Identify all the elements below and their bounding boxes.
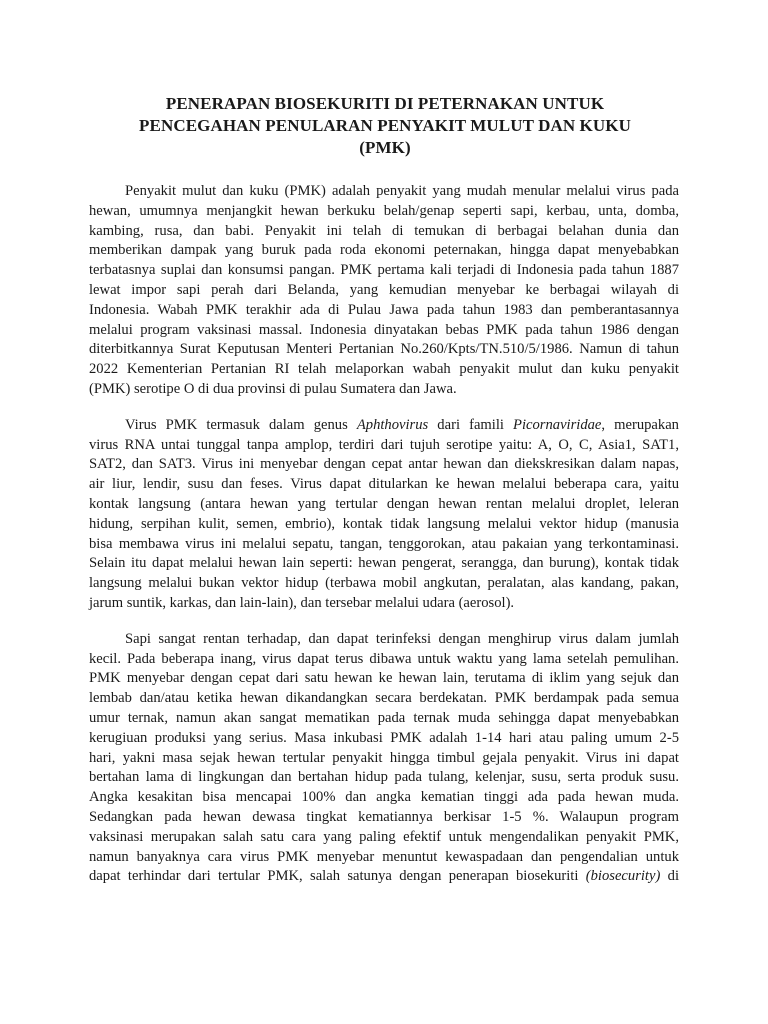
paragraph-line: kontak langsung (antara hewan yang tertular dengan hewan rentan melalui droplet, leleran [89,495,679,512]
paragraph-line: lembab dan/atau ketika hewan dikandangkan secara berdekatan. PMK berdampak pada semua [89,690,679,707]
genus-name: Aphthovirus [356,416,429,433]
paragraph-line: terbatasnya suplai dan konsumsi pangan. PMK pertama kali terjadi di Indonesia pada tahun 1887 [89,262,679,279]
paragraph-1 [89,182,679,400]
paragraph-line: langsung melalui bukan vektor hidup (terbawa mobil angkutan, peralatan, alas kandang, pakan, [89,575,679,592]
paragraph-line: Sapi sangat rentan terhadap, dan dapat terinfeksi dengan menghirup virus dalam jumlah [125,630,679,647]
paragraph-3 [89,630,679,887]
title-line-3: (PMK) [359,138,411,157]
paragraph-line: Angka kesakitan bisa mencapai 100% dan angka kematian tinggi ada pada hewan muda. [89,789,679,806]
paragraph-line: PMK menyebar dengan cepat dari satu hewan ke hewan lain, terutama di iklim yang sejuk dan [89,670,679,687]
paragraph-line: air liur, lendir, susu dan feses. Virus dapat ditularkan ke hewan melalui beberapa cara, yaitu [89,476,679,493]
text-run: di [660,868,680,885]
text-run: dapat terhindar dari tertular PMK, salah satunya dengan penerapan biosekuriti [89,868,586,885]
paragraph-line: bisa membawa virus ini melalui sepatu, tangan, tenggorokan, atau pakaian yang terkontaminasi. [89,535,679,552]
paragraph-line: melalui program vaksinasi massal. Indonesia dinyatakan bebas PMK pada tahun 1986 dengan [89,321,679,338]
paragraph-line: kambing, rusa, dan babi. Penyakit ini telah di temukan di berbagai belahan dunia dan [89,222,679,239]
paragraph-line: kecil. Pada beberapa inang, virus dapat terus dibawa untuk waktu yang lama setelah pemulihan. [89,650,679,667]
title-line-1: PENERAPAN BIOSEKURITI DI PETERNAKAN UNTUK [165,94,605,113]
paragraph-line: umur ternak, namun akan sangat mematikan pada ternak muda sehingga dapat menyebabkan [89,709,679,726]
paragraph-line: Sedangkan pada hewan dewasa tingkat kematiannya berkisar 1-5 %. Walaupun program [89,808,679,825]
paragraph-line: Penyakit mulut dan kuku (PMK) adalah penyakit yang mudah menular melalui virus pada [125,183,679,199]
document-title [90,93,680,159]
paragraph-line: hidung, serpihan kulit, semen, embrio), kontak tidak langsung melalui vektor hidup (manusia [89,515,679,532]
paragraph-line: Indonesia. Wabah PMK terakhir ada di Pulau Jawa pada tahun 1983 dan pemberantasannya [89,301,679,318]
family-name: Picornaviridae [513,416,602,433]
paragraph-line: hewan, umumnya menjangkit hewan berkuku belah/genap seperti sapi, kerbau, unta, domba, [89,202,679,219]
paragraph-line: Selain itu dapat melalui hewan lain seperti: hewan pengerat, serangga, dan burung), kontak tidak [89,555,679,572]
paragraph-line: 2022 Kementerian Pertanian RI telah melaporkan wabah penyakit mulut dan kuku penyakit [89,361,679,378]
paragraph-line: virus RNA untai tunggal tanpa amplop, terdiri dari tujuh serotipe yaitu: A, O, C, Asia1, SAT1, [89,436,679,453]
paragraph-line: memberikan dampak yang buruk pada roda ekonomi peternakan, hingga dapat menyebabkan [89,242,679,259]
paragraph-line: diterbitkannya Surat Keputusan Menteri Pertanian No.260/Kpts/TN.510/5/1986. Namun di tahun [89,341,679,358]
paragraph-line: lewat impor sapi perah dari Belanda, yang kemudian menyebar ke berbagai wilayah di [89,281,679,298]
paragraph-line: namun banyaknya cara virus PMK menyebar menuntut kewaspadaan dan pengendalian untuk [89,848,679,865]
paragraph-line: jarum suntik, karkas, dan lain-lain), dan tersebar melalui udara (aerosol). [89,594,515,611]
paragraph-line: vaksinasi merupakan salah satu cara yang paling efektif untuk mengendalikan penyakit PMK, [89,828,679,845]
paragraph-2 [89,416,679,614]
title-line-2: PENCEGAHAN PENULARAN PENYAKIT MULUT DAN KUKU [139,116,631,135]
document-body [89,182,679,903]
paragraph-line: (PMK) serotipe O di dua provinsi di pulau Sumatera dan Jawa. [89,380,457,397]
text-run: , merupakan [601,416,679,433]
paragraph-line: SAT2, dan SAT3. Virus ini menyebar dengan cepat antar hewan dan diekskresikan dalam napas, [89,456,679,473]
paragraph-line: bertahan lama di lingkungan dan bertahan hidup pada tulang, kelenjar, susu, serta produk susu. [89,769,679,786]
paragraph-line: hari, yakni masa sejak hewan tertular penyakit hingga timbul gejala penyakit. Virus ini dapat [89,749,679,766]
paragraph-line: kerugiuan produksi yang serius. Masa inkubasi PMK adalah 1-14 hari atau paling umum 2-5 [89,729,679,746]
paragraph-line [89,867,679,887]
text-run: dari famili [428,416,514,433]
biosecurity-term: (biosecurity) [585,868,661,885]
paragraph-line [89,416,679,436]
text-run: Virus PMK termasuk dalam genus [125,416,357,433]
